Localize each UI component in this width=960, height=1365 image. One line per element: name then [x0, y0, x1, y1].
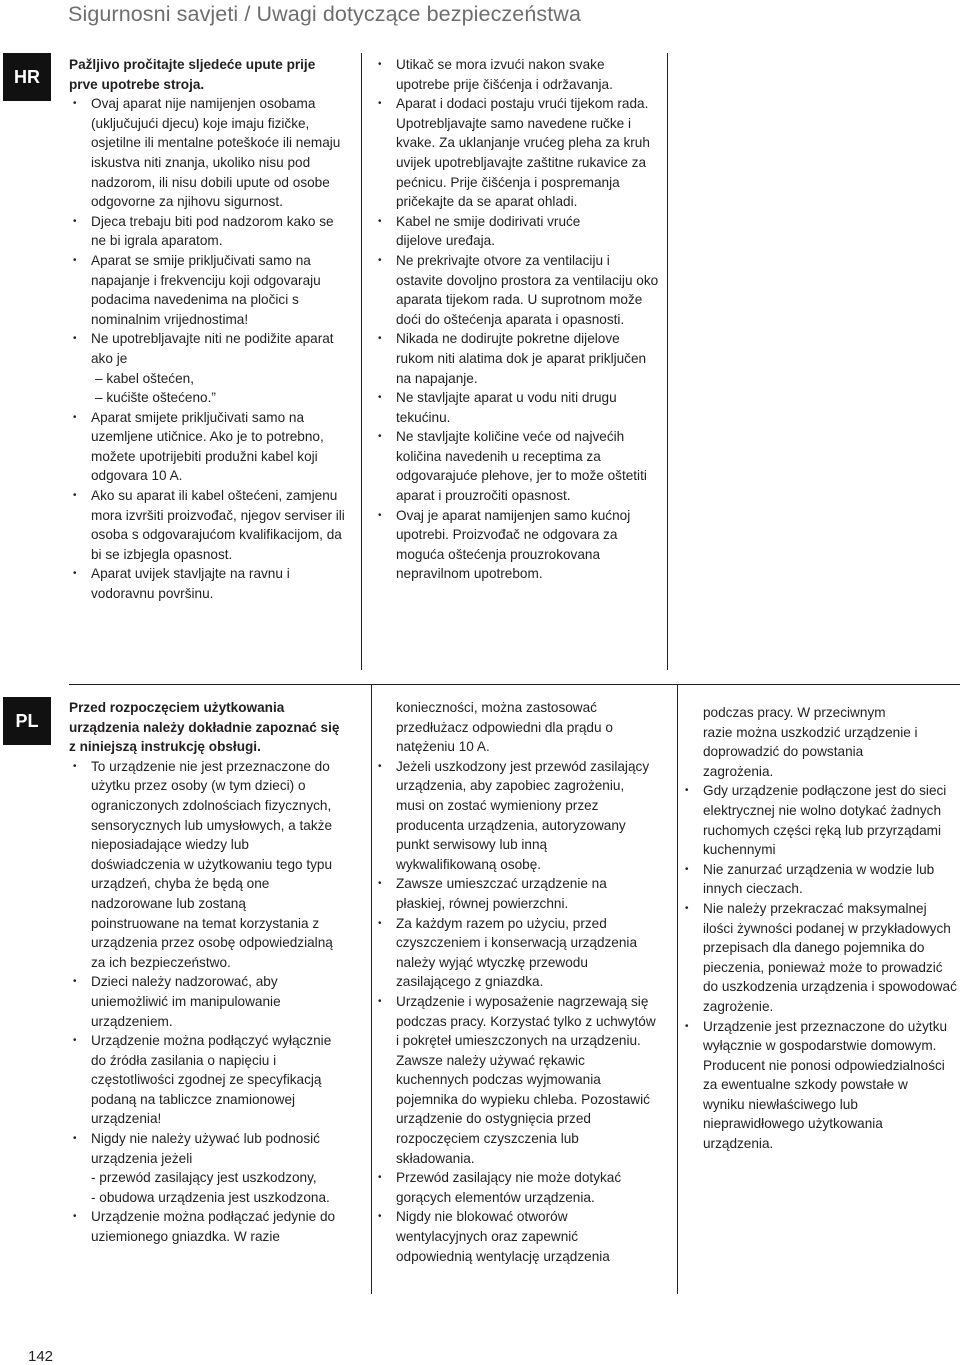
column-divider [667, 53, 668, 670]
pl-item-text: Nigdy nie należy używać lub podnosić urządzenia jeżeli [91, 1131, 320, 1166]
pl-intro: Przed rozpoczęciem użytkowania urządzenia należy dokładnie zapoznać się z niniejszą instrukcję obsługi. [69, 700, 340, 755]
pl-safety-list [69, 757, 354, 1247]
hr-item: • Ne stavljajte količine veće od najvećih količina navedenih u receptima za odgovarajuće plehove, jer to može oštetiti aparat i prouzročiti opasnost. [374, 427, 659, 505]
hr-item: • Aparat i dodaci postaju vrući tijekom rada. Upotrebljavajte samo navedene ručke i kvake. Za uklanjanje vrućeg pleha za kruh uvijek upotrebljavajte zaštitne rukavice za pećnicu. Prije čišćenja i pospremanja pričekajte da se aparat ohladi. [374, 94, 659, 212]
hr-item [69, 329, 349, 407]
hr-item: • Ovaj je aparat namijenjen samo kućnoj upotrebi. Proizvođač ne odgovara za moguća oštećenja prouzrokovana nepravilnom upotrebom. [374, 506, 659, 584]
pl-column-3 [681, 703, 959, 1154]
language-badge-pl: PL [3, 697, 51, 745]
pl-item: • Zawsze umieszczać urządzenie na płaskiej, równej powierzchni. [374, 874, 626, 913]
pl-item [69, 1129, 354, 1207]
hr-item: • Ako su aparat ili kabel oštećeni, zamjenu mora izvršiti proizvođač, njegov serviser ili osoba s odgovarajućom kvalifikacijom, da bi se izbjegla opasnost. [69, 486, 349, 564]
hr-subitem: – kabel oštećen, [95, 370, 194, 386]
hr-item: • Aparat smijete priključivati samo na uzemljene utičnice. Ako je to potrebno, možete upotrijebiti produžni kabel koji odgovara 10 A. [69, 408, 326, 486]
hr-column-left [69, 55, 349, 604]
pl-item: • Przewód zasilający nie może dotykać gorących elementów urządzenia. [374, 1168, 646, 1207]
page-number: 142 [28, 1348, 54, 1365]
pl-continued-text: konieczności, można zastosować przedłużacz odpowiedni dla prądu o natężeniu 10 A. [396, 700, 613, 755]
page-title: Sigurnosni savjeti / Uwagi dotyczące bezpieczeństwa [68, 2, 581, 26]
hr-item-text: Ne upotrebljavajte niti ne podižite aparat ako je [91, 331, 334, 366]
hr-subitem: – kućište oštećeno.” [95, 390, 216, 406]
pl-safety-list-2 [374, 757, 659, 1266]
hr-item: • Nikada ne dodirujte pokretne dijelove rukom niti alatima dok je aparat priključen na napajanje. [374, 329, 659, 388]
hr-item: • Ne stavljajte aparat u vodu niti drugu tekućinu. [374, 388, 636, 427]
hr-column-right [374, 55, 659, 584]
pl-continued-text: podczas pracy. W przeciwnym razie można uszkodzić urządzenie i doprowadzić do powstania zagrożenia. [703, 705, 918, 779]
pl-item: • Gdy urządzenie podłączone jest do sieci elektrycznej nie wolno dotykać żadnych ruchomych części ręką lub przyrządami kuchennymi [681, 781, 953, 859]
column-divider [371, 684, 372, 1294]
pl-item: • Nie zanurzać urządzenia w wodzie lub innych cieczach. [681, 860, 953, 899]
hr-safety-list [69, 94, 349, 603]
pl-column-2 [374, 698, 659, 1266]
hr-item: • Djeca trebaju biti pod nadzorom kako se ne bi igrala aparatom. [69, 212, 349, 251]
pl-item: • Nie należy przekraczać maksymalnej ilości żywności podanej w przykładowych przepisach dla danego pojemnika do pieczenia, ponieważ może to prowadzić do uszkodzenia urządzenia i spowodować zagrożenie. [681, 899, 959, 1017]
pl-item: • To urządzenie nie jest przeznaczone do użytku przez osoby (w tym dzieci) o ograniczonych zdolnościach fizycznych, sensorycznych lub umysłowych, a także nieposiadające wiedzy lub doświadczenia w użytkowaniu tego typu urządzeń, chyba że będą one nadzorowane lub zostaną poinstruowane na temat korzystania z urządzenia przez osobę odpowiedzialną za ich bezpieczeństwo. [69, 757, 336, 973]
pl-item: • Urządzenie i wyposażenie nagrzewają się podczas pracy. Korzystać tylko z uchwytów i pokręteł umieszczonych na urządzeniu. Zawsze należy używać rękawic kuchennych podczas wyjmowania pojemnika do wypieku chleba. Pozostawić urządzenie do ostygnięcia przed rozpoczęciem czyszczenia lub składowania. [374, 992, 656, 1168]
column-divider [677, 684, 678, 1294]
section-divider [69, 684, 960, 685]
hr-item: • Utikač se mora izvući nakon svake upotrebe prije čišćenja i održavanja. [374, 55, 659, 94]
pl-safety-list-3 [681, 781, 959, 1153]
pl-item: • Jeżeli uszkodzony jest przewód zasilający urządzenia, aby zapobiec zagrożeniu, musi on zostać wymieniony przez producenta urządzenia, autoryzowany punkt serwisowy lub inną wykwalifikowaną osobę. [374, 757, 651, 875]
hr-safety-list-continued [374, 55, 659, 584]
hr-intro: Pažljivo pročitajte sljedeće upute prije prve upotrebe stroja. [69, 57, 316, 92]
pl-subitem: - obudowa urządzenia jest uszkodzona. [91, 1189, 330, 1205]
hr-item: • Ovaj aparat nije namijenjen osobama (uključujući djecu) koje imaju fizičke, osjetilne ili mentalne poteškoće ili nemaju iskustva niti znanja, ukoliko nisu pod nadzorom, ili nisu dobili upute od osobe odgovorne za njihovu sigurnost. [69, 94, 349, 212]
pl-item: • Urządzenie można podłączać jedynie do uziemionego gniazdka. W razie [69, 1207, 354, 1246]
hr-item: • Aparat se smije priključivati samo na napajanje i frekvenciju koji odgovaraju podacima navedenima na pločici s nominalnim vrijednostima! [69, 251, 349, 329]
hr-item: • Ne prekrivajte otvore za ventilaciju i ostavite dovoljno prostora za ventilaciju oko aparata tijekom rada. U suprotnom može doći do oštećenja aparata i opasnosti. [374, 251, 659, 329]
column-divider [361, 53, 362, 670]
pl-column-1 [69, 698, 354, 1247]
language-badge-hr: HR [3, 53, 51, 101]
pl-item: • Urządzenie jest przeznaczone do użytku wyłącznie w gospodarstwie domowym. Producent nie ponosi odpowiedzialności za ewentualne szkody powstałe w wyniku niewłaściwego lub nieprawidłowego użytkowania urządzenia. [681, 1017, 953, 1154]
pl-item: • Nigdy nie blokować otworów wentylacyjnych oraz zapewnić odpowiednią wentylację urządzenia [374, 1207, 646, 1266]
pl-subitem: - przewód zasilający jest uszkodzony, [91, 1170, 317, 1186]
pl-item: • Za każdym razem po użyciu, przed czyszczeniem i konserwacją urządzenia należy wyjąć wtyczkę przewodu zasilającego z gniazdka. [374, 914, 651, 992]
hr-item: • Kabel ne smije dodirivati vruće dijelove uređaja. [374, 212, 616, 251]
pl-item: • Dzieci należy nadzorować, aby uniemożliwić im manipulowanie urządzeniem. [69, 972, 336, 1031]
pl-item: • Urządzenie można podłączyć wyłącznie do źródła zasilania o napięciu i częstotliwości zgodnej ze specyfikacją podaną na tabliczce znamionowej urządzenia! [69, 1031, 336, 1129]
hr-item: • Aparat uvijek stavljajte na ravnu i vodoravnu površinu. [69, 564, 321, 603]
